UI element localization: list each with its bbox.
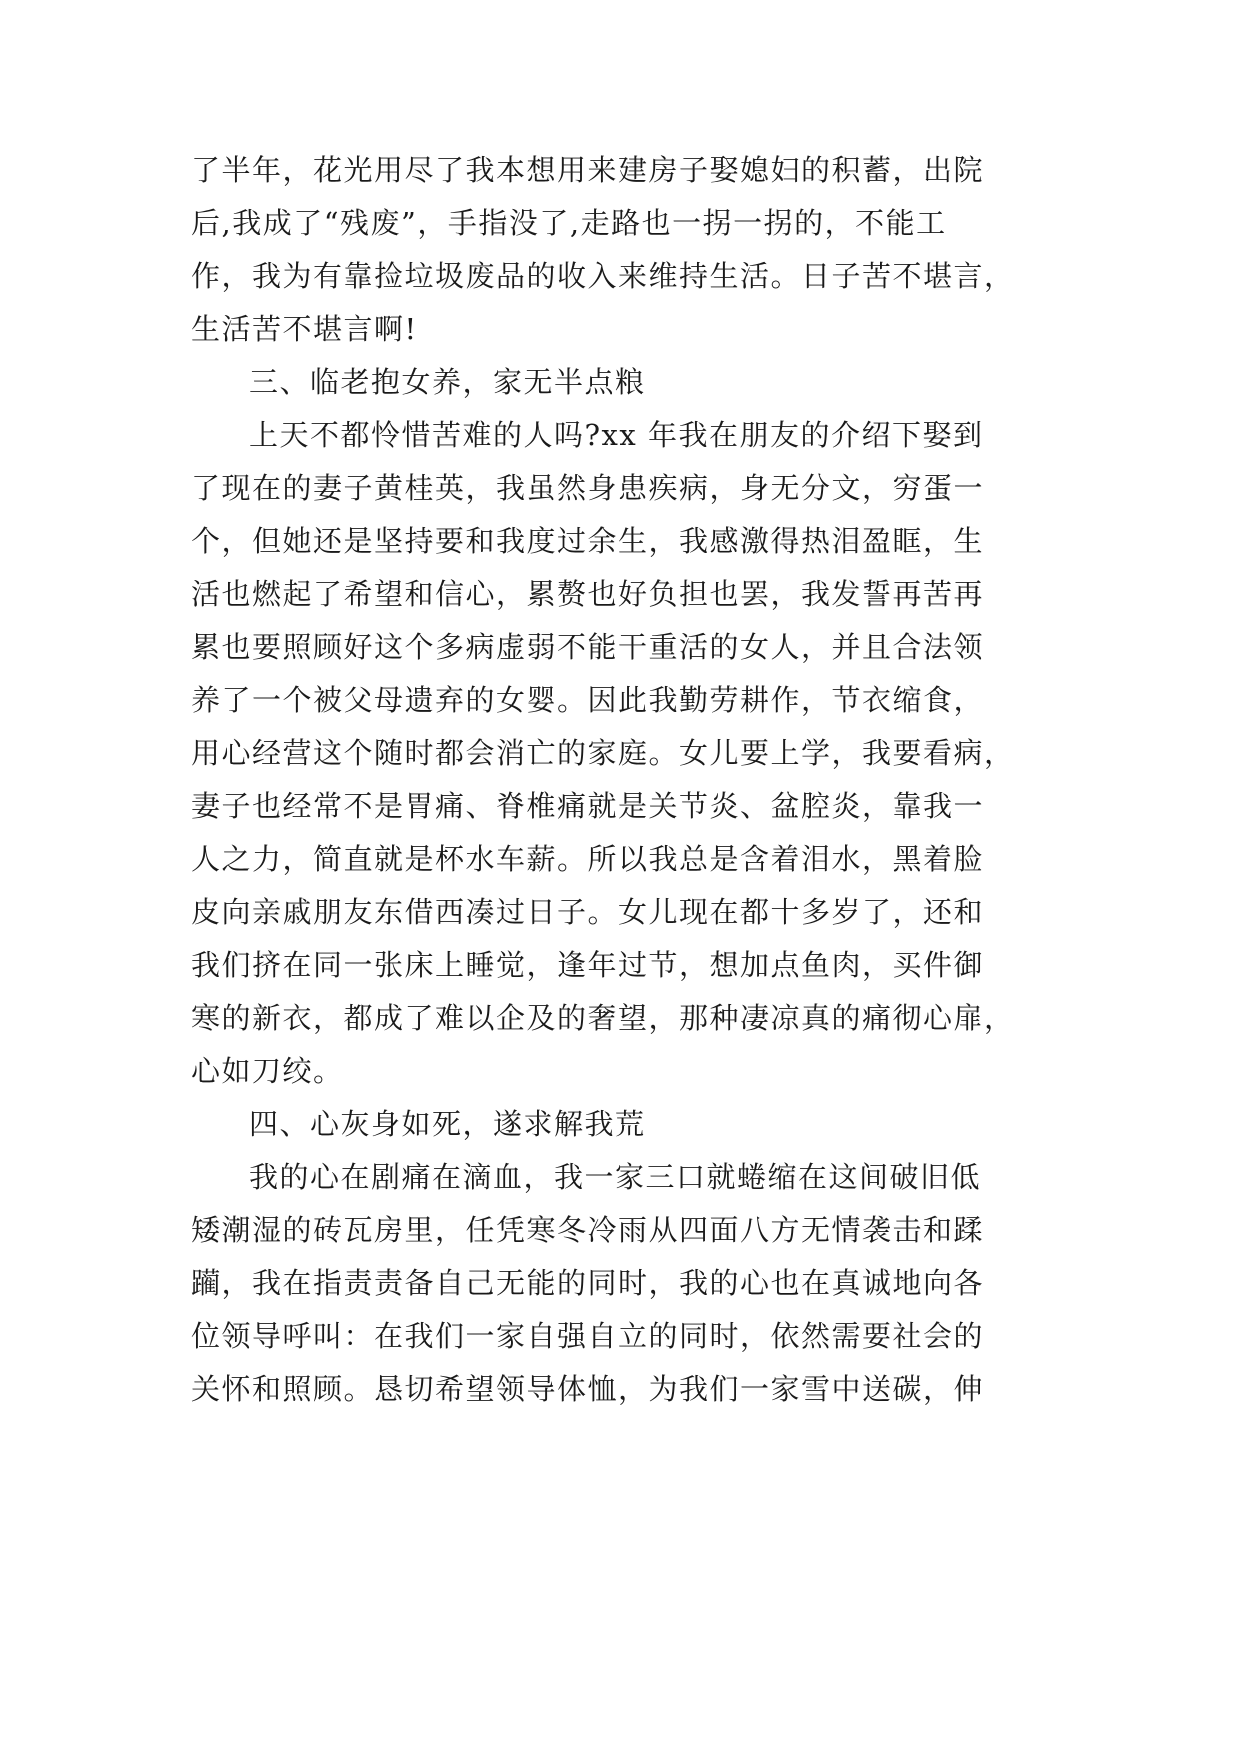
section-heading: 四、心灰身如死，遂求解我荒 — [249, 1107, 646, 1141]
body-text-line: 累也要照顾好这个多病虚弱不能干重活的女人，并且合法领 — [191, 630, 985, 664]
body-text-line: 作，我为有靠捡垃圾废品的收入来维持生活。日子苦不堪言， — [191, 259, 1015, 293]
body-text-line: 了半年，花光用尽了我本想用来建房子娶媳妇的积蓄，出院 — [191, 153, 985, 187]
body-text-line: 活也燃起了希望和信心，累赘也好负担也罢，我发誓再苦再 — [191, 577, 985, 611]
body-text-line: 个，但她还是坚持要和我度过余生，我感激得热泪盈眶，生 — [191, 524, 985, 558]
body-text-line: 心如刀绞。 — [191, 1054, 344, 1088]
body-text-line: 妻子也经常不是胃痛、脊椎痛就是关节炎、盆腔炎，靠我一 — [191, 789, 985, 823]
section-heading: 三、临老抱女养，家无半点粮 — [249, 365, 646, 399]
body-text-line: 上天不都怜惜苦难的人吗?xx 年我在朋友的介绍下娶到 — [249, 418, 984, 452]
body-text-line: 我们挤在同一张床上睡觉，逢年过节，想加点鱼肉，买件御 — [191, 948, 985, 982]
body-text-line: 位领导呼叫：在我们一家自强自立的同时，依然需要社会的 — [191, 1319, 985, 1353]
body-text-line: 躏，我在指责责备自己无能的同时，我的心也在真诚地向各 — [191, 1266, 985, 1300]
body-text-line: 后,我成了“残废”，手指没了,走路也一拐一拐的，不能工 — [191, 206, 947, 240]
body-text-line: 养了一个被父母遗弃的女婴。因此我勤劳耕作，节衣缩食， — [191, 683, 985, 717]
body-text-line: 人之力，简直就是杯水车薪。所以我总是含着泪水，黑着脸 — [191, 842, 985, 876]
body-text-line: 寒的新衣，都成了难以企及的奢望，那种凄凉真的痛彻心扉， — [191, 1001, 1015, 1035]
body-text-line: 关怀和照顾。恳切希望领导体恤，为我们一家雪中送碳，伸 — [191, 1372, 985, 1406]
body-text-line: 生活苦不堪言啊! — [191, 312, 418, 346]
body-text-line: 了现在的妻子黄桂英，我虽然身患疾病，身无分文，穷蛋一 — [191, 471, 985, 505]
body-text-line: 皮向亲戚朋友东借西凑过日子。女儿现在都十多岁了，还和 — [191, 895, 985, 929]
body-text-line: 用心经营这个随时都会消亡的家庭。女儿要上学，我要看病， — [191, 736, 1015, 770]
body-text-line: 矮潮湿的砖瓦房里，任凭寒冬冷雨从四面八方无情袭击和蹂 — [191, 1213, 985, 1247]
body-text-line: 我的心在剧痛在滴血，我一家三口就蜷缩在这间破旧低 — [249, 1160, 982, 1194]
